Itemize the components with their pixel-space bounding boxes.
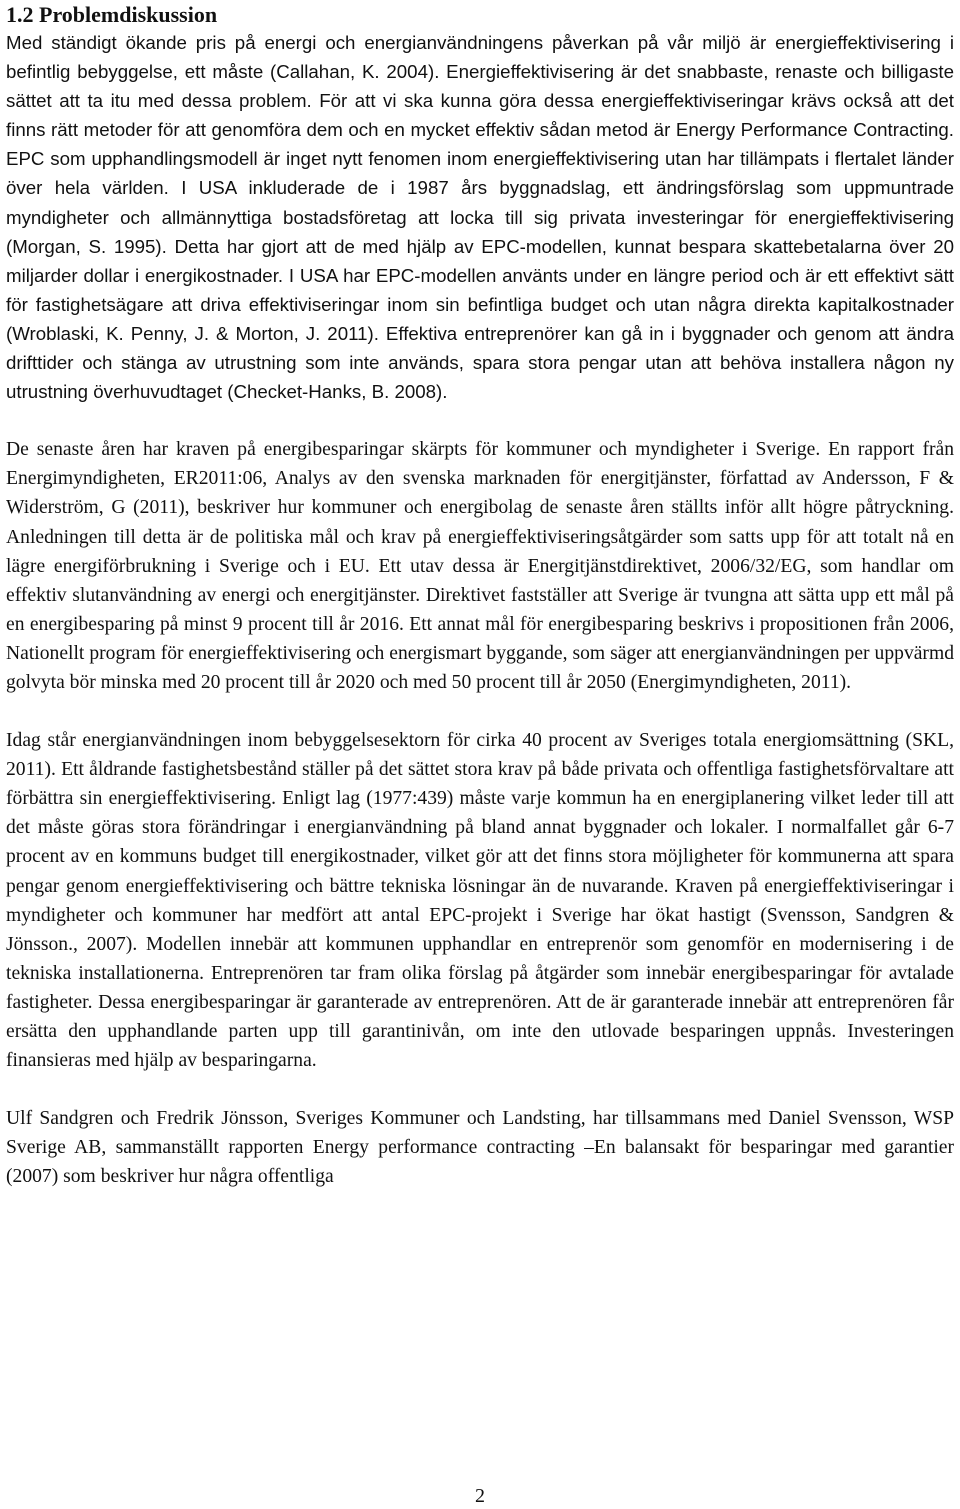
paragraph-spacer [6, 406, 954, 435]
paragraph-report-reference: Ulf Sandgren och Fredrik Jönsson, Sveriges Kommuner och Landsting, har tillsammans med Daniel Svensson, WSP Sverige AB, sammanställt rapporten Energy performance contracting –En balansakt för besparingar med garantier (2007) som beskriver hur några offentliga [6, 1108, 954, 1188]
paragraph-spacer [6, 1075, 954, 1104]
paragraph-swedish-requirements: De senaste åren har kraven på energibesparingar skärpts för kommuner och myndigheter i Sverige. En rapport från Energimyndigheten, ER2011:06, Analys av den svenska marknaden för energitjänster, författad av Andersson, F & Widerström, G (2011), beskriver hur kommuner och energibolag de senaste åren ställts inför allt högre påtryckning. Anledningen till detta är de politiska mål och krav på energieffektiviseringsåtgärder som satts upp för att totalt nå en lägre energiförbrukning i Sverige och i EU. Ett utav dessa är Energitjänstdirektivet, 2006/32/EG, som handlar om effektiv slutanvändning av energi och energitjänster. Direktivet fastställer att Sverige är tvungna att sätta upp ett mål på en energibesparing på minst 9 procent till år 2016. Ett annat mål för energibesparing beskrivs i propositionen från 2006, Nationellt program för energieffektivisering och energismart byggande, som säger att energianvändningen per uppvärmd golvyta bör minska med 20 procent till år 2020 och med 50 procent till år 2050 (Energimyndigheten, 2011). [6, 439, 954, 693]
paragraph-building-sector: Idag står energianvändningen inom bebyggelsesektorn för cirka 40 procent av Sveriges totala energiomsättning (SKL, 2011). Ett åldrande fastighetsbestånd ställer på det sättet stora krav på både privata och offentliga fastighetsförvaltare att förbättra sin energieffektivisering. Enligt lag (1977:439) måste varje kommun ha en energiplanering vilket leder till att det måste göras stora förändringar i energianvändning på bland annat byggnader och lokaler. I normalfallet går 6-7 procent av en kommuns budget till energikostnader, vilket gör att det finns stora möjligheter för kommunerna att spara pengar genom energieffektivisering och bättre tekniska lösningar än de nuvarande. Kraven på energieffektiviseringar i myndigheter och kommuner har medfört att antal EPC-projekt i Sverige har ökat hastigt (Svensson, Sandgren & Jönsson., 2007). Modellen innebär att kommunen upphandlar en entreprenör som genomför en modernisering i de tekniska installationerna. Entreprenören tar fram olika förslag på åtgärder som innebär energibesparingar för avtalade fastigheter. Dessa energibesparingar är garanterade av entreprenören. Att de är garanterade innebär att entreprenören får ersätta den upphandlande parten upp till garantinivån, om inte den utlovade besparingen uppnås. Investeringen finansieras med hjälp av besparingarna. [6, 730, 954, 1072]
page-number: 2 [475, 1485, 485, 1507]
paragraph-problem-background: Med ständigt ökande pris på energi och energianvändningens påverkan på vår miljö är energieffektivisering i befintlig bebyggelse, ett måste (Callahan, K. 2004). Energieffektivisering är det snabbaste, renaste och billigaste sättet att ta itu med dessa problem. För att vi ska kunna göra dessa energieffektiviseringar krävs också att det finns rätt metoder för att genomföra dem och en mycket effektiv sådan metod är Energy Performance Contracting. EPC som upphandlingsmodell är inget nytt fenomen inom energieffektivisering utan har tillämpats i flertalet länder över hela världen. I USA inkluderade de i 1987 års byggnadslag, ett ändringsförslag som uppmuntrade myndigheter och allmännyttiga bostadsföretag att locka till sig privata investeringar för energieffektivisering (Morgan, S. 1995). Detta har gjort att de med hjälp av EPC-modellen, kunnat bespara skattebetalarna över 20 miljarder dollar i energikostnader. I USA har EPC-modellen använts under en längre period och är ett effektivt sätt för fastighetsägare att driva effektiviseringar inom sin befintliga budget och utan några direkta kapitalkostnader (Wroblaski, K. Penny, J. & Morton, J. 2011). Effektiva entreprenörer kan gå in i byggnader och genom att ändra drifttider och stänga av utrustning som inte används, spara stora pengar utan att behöva installera någon ny utrustning överhuvudtaget (Checket-Hanks, B. 2008). [6, 32, 954, 403]
section-heading: 1.2 Problemdiskussion [6, 2, 218, 27]
paragraph-spacer [6, 697, 954, 726]
